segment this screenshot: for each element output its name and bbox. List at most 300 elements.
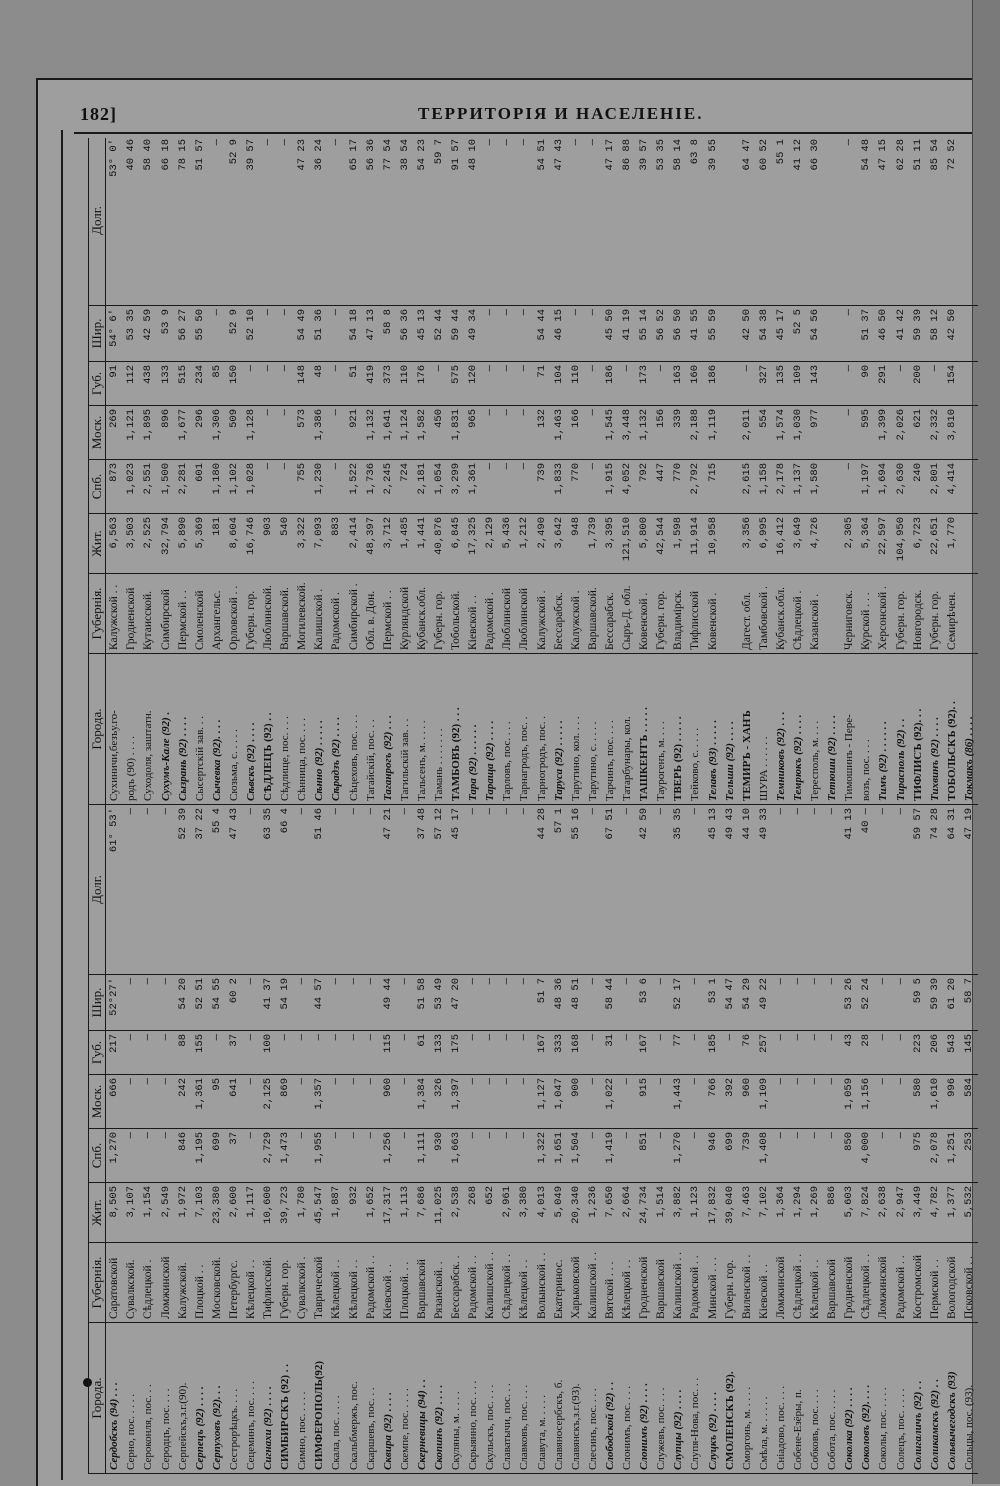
cell-lat: 54 49 — [294, 306, 311, 362]
cell-pop: 886 — [824, 1183, 841, 1243]
cell-pop: 4,013 — [534, 1183, 551, 1243]
cell-pop: 7,686 — [414, 1183, 431, 1243]
table-row — [961, 138, 978, 804]
cell-msk: 915 — [636, 1075, 653, 1129]
cell-lat: 53 35 — [123, 306, 140, 362]
cell-prov: 90 — [858, 362, 875, 406]
cell-spb: — — [585, 460, 602, 514]
cell-gub: Саратовской — [106, 1243, 123, 1323]
cell-prov: 438 — [140, 362, 157, 406]
cell-lon: — — [328, 805, 345, 975]
cell-gub: Калишской . . — [482, 1243, 499, 1323]
cell-msk: 996 — [944, 1075, 961, 1129]
cell-lon: — — [328, 138, 345, 306]
cell-lat: 59 39 — [927, 975, 944, 1031]
cell-gub: Сувалкской. — [123, 1243, 140, 1323]
cell-gub: Казанской . — [807, 574, 824, 654]
cell-gub: Гродненской — [123, 574, 140, 654]
cell-prov: — — [516, 1031, 533, 1075]
cell-spb: 1,408 — [756, 1129, 773, 1183]
cell-pop: 16,412 — [773, 514, 790, 574]
table-row — [807, 805, 824, 1473]
cell-lat: — — [653, 975, 670, 1031]
table-row — [670, 138, 687, 804]
cell-spb: 1,651 — [551, 1129, 568, 1183]
cell-lon: 37 48 — [414, 805, 431, 975]
cell-lon: 45 17 — [448, 805, 465, 975]
table-row — [773, 805, 790, 1473]
cell-msk: 1,022 — [602, 1075, 619, 1129]
cell-lat: — — [294, 975, 311, 1031]
table-row — [346, 805, 363, 1473]
cell-msk: 896 — [158, 406, 175, 460]
cell-prov: — — [499, 1031, 516, 1075]
cell-town: Токмакъ (86) . . . . — [962, 716, 975, 801]
cell-gub: Тобольской. — [448, 574, 465, 654]
cell-msk: — — [397, 1075, 414, 1129]
cell-spb: 1,473 — [277, 1129, 294, 1183]
cell-town: Сѣрадзъ (92) . . . . — [330, 716, 343, 801]
cell-lat: — — [209, 306, 226, 362]
cell-town: Серпецъ (92) . . . . — [193, 1386, 206, 1470]
cell-pop: 1,780 — [294, 1183, 311, 1243]
table-row — [653, 138, 670, 804]
cell-pop: 268 — [465, 1183, 482, 1243]
cell-lat: 54 56 — [807, 306, 824, 362]
cell-msk: 900 — [568, 1075, 585, 1129]
table-row — [619, 138, 636, 804]
cell-lon: 63 8 — [687, 138, 704, 306]
table-row — [158, 138, 175, 804]
cell-gub: Костромской — [910, 1243, 927, 1323]
cell-pop: 1,972 — [175, 1183, 192, 1243]
table-row — [705, 138, 722, 804]
cell-msk: — — [499, 1075, 516, 1129]
table-row — [380, 138, 397, 804]
cell-prov: 133 — [158, 362, 175, 406]
cell-lon: — — [123, 805, 140, 975]
cell-msk: — — [875, 1075, 892, 1129]
cell-spb: 1,694 — [875, 460, 892, 514]
cell-prov: 110 — [397, 362, 414, 406]
cell-prov: — — [687, 1031, 704, 1075]
cell-prov: — — [243, 1031, 260, 1075]
cell-lon: 41 13 — [841, 805, 858, 975]
table-row — [636, 138, 653, 804]
cell-pop: 39,040 — [722, 1183, 739, 1243]
cell-lon: — — [499, 805, 516, 975]
cell-lon: 39 55 — [705, 138, 722, 306]
cell-msk: 1,047 — [551, 1075, 568, 1129]
cell-spb: 715 — [705, 460, 722, 514]
cell-town: Тересполь, м. . . . — [809, 720, 822, 801]
cell-town: возъ, пос. . . . — [860, 739, 873, 801]
cell-prov: 200 — [910, 362, 927, 406]
cell-lon — [961, 138, 978, 306]
cell-prov: 104 — [551, 362, 568, 406]
cell-prov: 419 — [363, 362, 380, 406]
cell-lat: — — [875, 975, 892, 1031]
cell-spb: — — [363, 1129, 380, 1183]
cell-prov: — — [482, 362, 499, 406]
table-row — [739, 805, 756, 1473]
cell-town: Скала, пос. . . . . — [330, 1395, 343, 1470]
cell-spb: 1,419 — [602, 1129, 619, 1183]
cell-msk: 1,156 — [858, 1075, 875, 1129]
cell-lat: 54 29 — [739, 975, 756, 1031]
cell-prov: 109 — [790, 362, 807, 406]
cell-pop: 1,154 — [140, 1183, 157, 1243]
cell-prov: — — [431, 362, 448, 406]
cell-spb: — — [499, 460, 516, 514]
cell-gub: Радомской . — [328, 574, 345, 654]
cell-pop: 1,236 — [585, 1183, 602, 1243]
cell-gub: Владимірск. — [670, 574, 687, 654]
cell-pop: 5,532 — [961, 1183, 978, 1243]
cell-gub: Губерн. гор. — [277, 1243, 294, 1323]
cell-town: Темниковъ (92) . . . — [774, 711, 787, 801]
cell-gub: Таврической — [311, 1243, 328, 1323]
cell-pop: 2,305 — [841, 514, 858, 574]
cell-prov: — — [653, 362, 670, 406]
cell-town: Сольцы, пос. (93). — [962, 1384, 975, 1470]
cell-spb: 1,028 — [243, 460, 260, 514]
cell-gub: Вятской . . . — [602, 1243, 619, 1323]
cell-lon: 42 59 — [636, 805, 653, 975]
cell-prov: 133 — [431, 1031, 448, 1075]
cell-prov: 31 — [602, 1031, 619, 1075]
cell-pop: 5,436 — [499, 514, 516, 574]
cell-lon: — — [568, 138, 585, 306]
cell-msk: — — [807, 1075, 824, 1129]
cell-lat: 41 37 — [260, 975, 277, 1031]
cell-town: Сюзьма, с. . . . . — [227, 729, 240, 801]
cell-prov: 175 — [448, 1031, 465, 1075]
cell-gub: Варшавской. — [277, 574, 294, 654]
cell-lat: — — [499, 975, 516, 1031]
cell-gub: Могилевской. — [294, 574, 311, 654]
cell-town: Сызрань (92) . . . . — [176, 716, 189, 801]
cell-prov: 85 — [209, 362, 226, 406]
cell-msk: — — [893, 1075, 910, 1129]
table-row — [414, 138, 431, 804]
cell-prov: — — [294, 1031, 311, 1075]
cell-spb: — — [773, 1129, 790, 1183]
cell-lon: 47 43 — [551, 138, 568, 306]
cell-lat: — — [585, 975, 602, 1031]
table-row — [363, 138, 380, 804]
cell-prov: 291 — [875, 362, 892, 406]
header-town: Города. — [89, 1377, 105, 1419]
table-row — [448, 138, 465, 804]
cell-gub: Новгородск. — [910, 574, 927, 654]
cell-msk: 1,306 — [209, 406, 226, 460]
cell-spb: — — [482, 460, 499, 514]
table-row — [875, 805, 892, 1473]
table-row — [858, 805, 875, 1473]
cell-pop: 2,549 — [158, 1183, 175, 1243]
cell-msk — [961, 406, 978, 460]
table-row — [294, 138, 311, 804]
cell-town: Слободской (92) . . — [603, 1381, 616, 1470]
cell-lat: 52 10 — [243, 306, 260, 362]
cell-pop: 17,317 — [380, 1183, 397, 1243]
cell-town: Слупя-Нова, пос. . . — [689, 1377, 702, 1470]
cell-town: Сысертскій зав. . . — [193, 715, 206, 801]
cell-msk: 1,463 — [551, 406, 568, 460]
cell-pop: 1,770 — [944, 514, 961, 574]
cell-lat: 53 49 — [431, 975, 448, 1031]
cell-town: Сѣцеховъ, пос. . . . — [347, 714, 360, 801]
cell-lat: 41 19 — [619, 306, 636, 362]
cell-gub: Екатеринос. — [551, 1243, 568, 1323]
cell-lat: 58 44 — [602, 975, 619, 1031]
cell-gub: Рязанской. . — [431, 1243, 448, 1323]
cell-lon: 59 7 — [431, 138, 448, 306]
cell-msk: 269 — [106, 406, 123, 460]
cell-gub: Кѣлецкой . . — [807, 1243, 824, 1323]
cell-gub: Бессарабск. — [602, 574, 619, 654]
cell-lat: 51 7 — [534, 975, 551, 1031]
cell-lon: 47 21 — [380, 805, 397, 975]
cell-town: Сквира (92) . . . . — [381, 1391, 394, 1470]
cell-msk: 450 — [431, 406, 448, 460]
cell-spb: 1,137 — [790, 460, 807, 514]
cell-lon: 41 12 — [790, 138, 807, 306]
cell-town: Таганрогъ (92) . . . — [381, 715, 394, 801]
cell-gub: Губерн. гор. — [431, 574, 448, 654]
cell-town: Тамань . . . . . . . — [433, 728, 445, 801]
cell-gub — [722, 574, 739, 654]
cell-town: Слесинъ, пос. . . . — [586, 1388, 599, 1470]
cell-lat: — — [499, 306, 516, 362]
table-row — [414, 805, 431, 1473]
table-row — [807, 138, 824, 804]
cell-lon: 57 12 — [431, 805, 448, 975]
cell-pop: 2,414 — [346, 514, 363, 574]
cell-msk: — — [824, 1075, 841, 1129]
cell-town: Тарутино, с. . . . . — [586, 721, 599, 801]
cell-lon: — — [619, 805, 636, 975]
cell-lat: 52 51 — [192, 975, 209, 1031]
cell-msk: 1,128 — [243, 406, 260, 460]
cell-prov: — — [619, 362, 636, 406]
cell-prov — [722, 362, 739, 406]
cell-lat: — — [328, 975, 345, 1031]
cell-town: Сестрорѣцкъ. . . . — [227, 1388, 240, 1470]
cell-msk: 1,895 — [140, 406, 157, 460]
cell-town: Тагайскій, пос. . . — [364, 719, 377, 801]
table-row — [431, 805, 448, 1473]
cell-town: Тараща (92) . . . . — [484, 720, 497, 801]
cell-town: Солигаличъ (92) . . — [911, 1380, 924, 1470]
table-row — [140, 138, 157, 804]
cell-lat: 49 22 — [756, 975, 773, 1031]
cell-gub: Губерн. гор. — [893, 574, 910, 654]
cell-lat: — — [790, 975, 807, 1031]
table-row — [431, 138, 448, 804]
cell-town: Слонимъ (92) . . . . — [638, 1382, 651, 1470]
cell-msk — [722, 406, 739, 460]
cell-gub: Ковенской . — [636, 574, 653, 654]
cell-lon: 37 22 — [192, 805, 209, 975]
cell-lon: 39 57 — [243, 138, 260, 306]
cell-prov: 167 — [534, 1031, 551, 1075]
cell-spb: 1,054 — [431, 460, 448, 514]
cell-lon: 66 18 — [158, 138, 175, 306]
cell-gub: Варшавской. — [585, 574, 602, 654]
table-row — [927, 805, 944, 1473]
cell-town: Скуляны, м. . . . . — [450, 1391, 463, 1470]
table-row — [841, 805, 858, 1473]
table-body-right — [106, 138, 978, 804]
cell-pop: 2,961 — [499, 1183, 516, 1243]
cell-msk: — — [516, 406, 533, 460]
cell-pop: 5,800 — [636, 514, 653, 574]
cell-lon: 53 35 — [653, 138, 670, 306]
cell-pop: 11,025 — [431, 1183, 448, 1243]
cell-lon: 47 23 — [294, 138, 311, 306]
header-msk: Моск. — [89, 406, 105, 460]
table-right-half — [88, 138, 978, 804]
cell-gub: Кѣлецкой . . — [243, 1243, 260, 1323]
cell-gub: Сѣдлецкой . . — [499, 1243, 516, 1323]
header-rule — [74, 132, 1000, 134]
cell-lat: 52 44 — [431, 306, 448, 362]
cell-spb: 975 — [910, 1129, 927, 1183]
cell-msk: 1,574 — [773, 406, 790, 460]
cell-msk: 2,188 — [687, 406, 704, 460]
cell-lat: 58 8 — [380, 306, 397, 362]
cell-lat: 46 50 — [875, 306, 892, 362]
header-prov: Губ. — [89, 1031, 105, 1075]
header-lon: Долг. — [89, 138, 105, 306]
table-row — [961, 805, 978, 1473]
cell-prov: — — [397, 1031, 414, 1075]
cell-gub: Бессарабск. . — [448, 1243, 465, 1323]
cell-prov: — — [328, 1031, 345, 1075]
cell-spb: 2,181 — [414, 460, 431, 514]
cell-prov: 167 — [636, 1031, 653, 1075]
cell-gub: Сѣдлецкой . . — [790, 1243, 807, 1323]
cell-gub: Пермской . . — [380, 574, 397, 654]
cell-gub: Вологодской — [944, 1243, 961, 1323]
cell-town: Сухиничи,безъу.го- — [108, 710, 121, 801]
cell-lon: 72 52 — [944, 138, 961, 306]
cell-prov: 77 — [670, 1031, 687, 1075]
cell-spb: 851 — [636, 1129, 653, 1183]
cell-spb: 3,299 — [448, 460, 465, 514]
cell-lon: — — [875, 805, 892, 975]
cell-pop: 7,463 — [739, 1183, 756, 1243]
cell-pop: 121,510 — [619, 514, 636, 574]
cell-lon: 52 9 — [226, 138, 243, 306]
cell-town: СИМБИРСКЪ (92) . . — [279, 1364, 292, 1470]
cell-lon: 51 46 — [311, 805, 328, 975]
cell-pop: 1,294 — [790, 1183, 807, 1243]
cell-spb: 1,322 — [534, 1129, 551, 1183]
cell-spb: — — [875, 1129, 892, 1183]
cell-prov: — — [653, 1031, 670, 1075]
cell-lat: 54 38 — [756, 306, 773, 362]
table-row — [465, 805, 482, 1473]
cell-pop: 42,544 — [653, 514, 670, 574]
cell-town: Сѣдлище, пос. . . . — [279, 716, 292, 801]
cell-pop: 1,441 — [414, 514, 431, 574]
cell-lat: 60 2 — [226, 975, 243, 1031]
cell-lat: 42 50 — [739, 306, 756, 362]
cell-spb: 1,102 — [226, 460, 243, 514]
cell-spb: — — [687, 1129, 704, 1183]
cell-lon: 48 10 — [465, 138, 482, 306]
cell-lat — [722, 306, 739, 362]
cell-lat: — — [243, 975, 260, 1031]
cell-prov: 120 — [465, 362, 482, 406]
cell-pop: 3,649 — [790, 514, 807, 574]
cell-msk: 666 — [106, 1075, 123, 1129]
cell-town: Скаршевъ, пос. . . — [364, 1387, 377, 1470]
cell-gub: Калишской . — [311, 574, 328, 654]
cell-town: Тарнагродъ, пос. . — [518, 716, 531, 801]
cell-msk: 573 — [294, 406, 311, 460]
cell-lat: — — [465, 975, 482, 1031]
table-row — [140, 805, 157, 1473]
cell-spb: 1,580 — [807, 460, 824, 514]
cell-pop: 5,890 — [175, 514, 192, 574]
cell-lat: 53 6 — [636, 975, 653, 1031]
cell-lon: — — [294, 805, 311, 975]
table-row — [739, 138, 756, 804]
table-row — [858, 138, 875, 804]
cell-town: Сморгонь, м. . . . . — [740, 1386, 753, 1470]
cell-pop: 2,490 — [534, 514, 551, 574]
cell-lat: — — [158, 975, 175, 1031]
table-row — [790, 805, 807, 1473]
table-row — [824, 805, 841, 1473]
cell-lon: 67 51 — [602, 805, 619, 975]
cell-lat: 54 19 — [277, 975, 294, 1031]
cell-pop: 1,123 — [687, 1183, 704, 1243]
table-row — [294, 805, 311, 1473]
cell-spb: 1,522 — [346, 460, 363, 514]
cell-spb: 1,736 — [363, 460, 380, 514]
table-row — [192, 138, 209, 804]
cell-prov: — — [499, 362, 516, 406]
table-row — [209, 138, 226, 804]
cell-pop: 3,107 — [123, 1183, 140, 1243]
cell-lat: 55 14 — [636, 306, 653, 362]
cell-town: Сѣнница, пос. . . . — [296, 717, 309, 801]
cell-msk: — — [773, 1075, 790, 1129]
cell-msk: 1,831 — [448, 406, 465, 460]
cell-lon: 44 28 — [534, 805, 551, 975]
table-row — [551, 138, 568, 804]
cell-pop: 1,269 — [807, 1183, 824, 1243]
cell-prov: 206 — [927, 1031, 944, 1075]
cell-lon: 44 10 — [739, 805, 756, 975]
cell-gub: Симбирской — [158, 574, 175, 654]
cell-gub: Черниговск. — [841, 574, 858, 654]
table-row — [670, 805, 687, 1473]
cell-gub: Сувалкской . — [294, 1243, 311, 1323]
cell-spb: 2,551 — [140, 460, 157, 514]
cell-pop: 17,832 — [705, 1183, 722, 1243]
cell-spb: 739 — [534, 460, 551, 514]
cell-prov: 135 — [773, 362, 790, 406]
cell-prov: 71 — [534, 362, 551, 406]
cell-spb: 1,833 — [551, 460, 568, 514]
cell-msk: — — [123, 1075, 140, 1129]
